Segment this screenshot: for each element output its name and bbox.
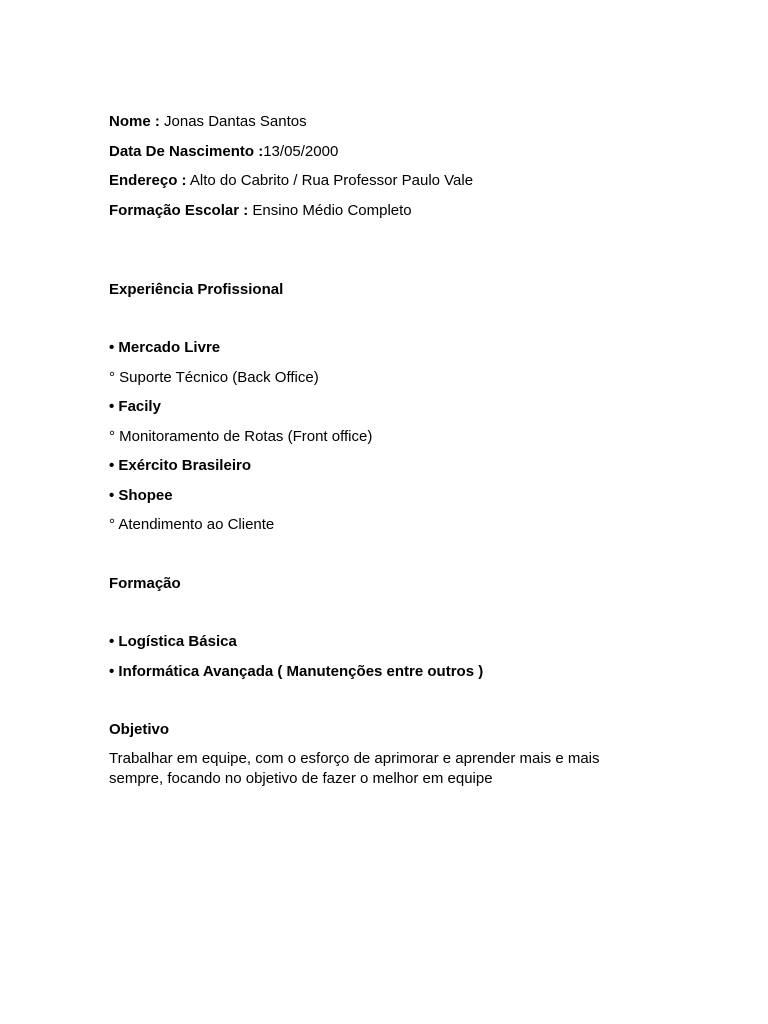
training-heading: Formação	[109, 574, 181, 592]
experience-company-shopee: • Shopee	[109, 486, 173, 504]
name-row	[109, 112, 669, 132]
experience-role-monitoramento: ° Monitoramento de Rotas (Front office)	[109, 427, 373, 445]
resume-document	[109, 112, 669, 789]
birth-row	[109, 142, 669, 162]
address-row	[109, 171, 669, 191]
education-label: Formação Escolar :	[109, 201, 249, 219]
spacer	[109, 594, 669, 633]
experience-company-mercado-livre: • Mercado Livre	[109, 339, 221, 356]
training-list	[109, 632, 669, 682]
training-item-logistica: • Logística Básica	[109, 633, 237, 650]
experience-company-facily: • Facily	[109, 398, 161, 415]
spacer	[109, 221, 669, 280]
experience-role-suporte-tecnico: ° Suporte Técnico (Back Office)	[109, 368, 319, 386]
spacer	[109, 300, 669, 339]
objective-text: Trabalhar em equipe, com o esforço de aprimorar e aprender mais e mais sempre, focando no objetivo de fazer o melhor em equipe	[109, 750, 600, 787]
name-value: Jonas Dantas Santos	[159, 113, 307, 130]
training-item-informatica: • Informática Avançada ( Manutenções entre outros )	[109, 662, 484, 680]
birth-label: Data De Nascimento :	[109, 142, 264, 160]
birth-value: 13/05/2000	[263, 142, 339, 160]
experience-heading: Experiência Profissional	[109, 280, 284, 298]
name-label: Nome :	[109, 113, 160, 130]
spacer	[109, 740, 669, 749]
spacer	[109, 535, 669, 574]
education-value: Ensino Médio Completo	[248, 201, 412, 219]
experience-list	[109, 338, 669, 535]
spacer	[109, 682, 669, 721]
address-label: Endereço :	[109, 172, 187, 189]
objective-heading: Objetivo	[109, 721, 170, 738]
address-value: Alto do Cabrito / Rua Professor Paulo Vale	[186, 172, 474, 189]
experience-role-atendimento: ° Atendimento ao Cliente	[109, 516, 275, 533]
education-row	[109, 201, 669, 221]
experience-company-exercito: • Exército Brasileiro	[109, 457, 251, 474]
